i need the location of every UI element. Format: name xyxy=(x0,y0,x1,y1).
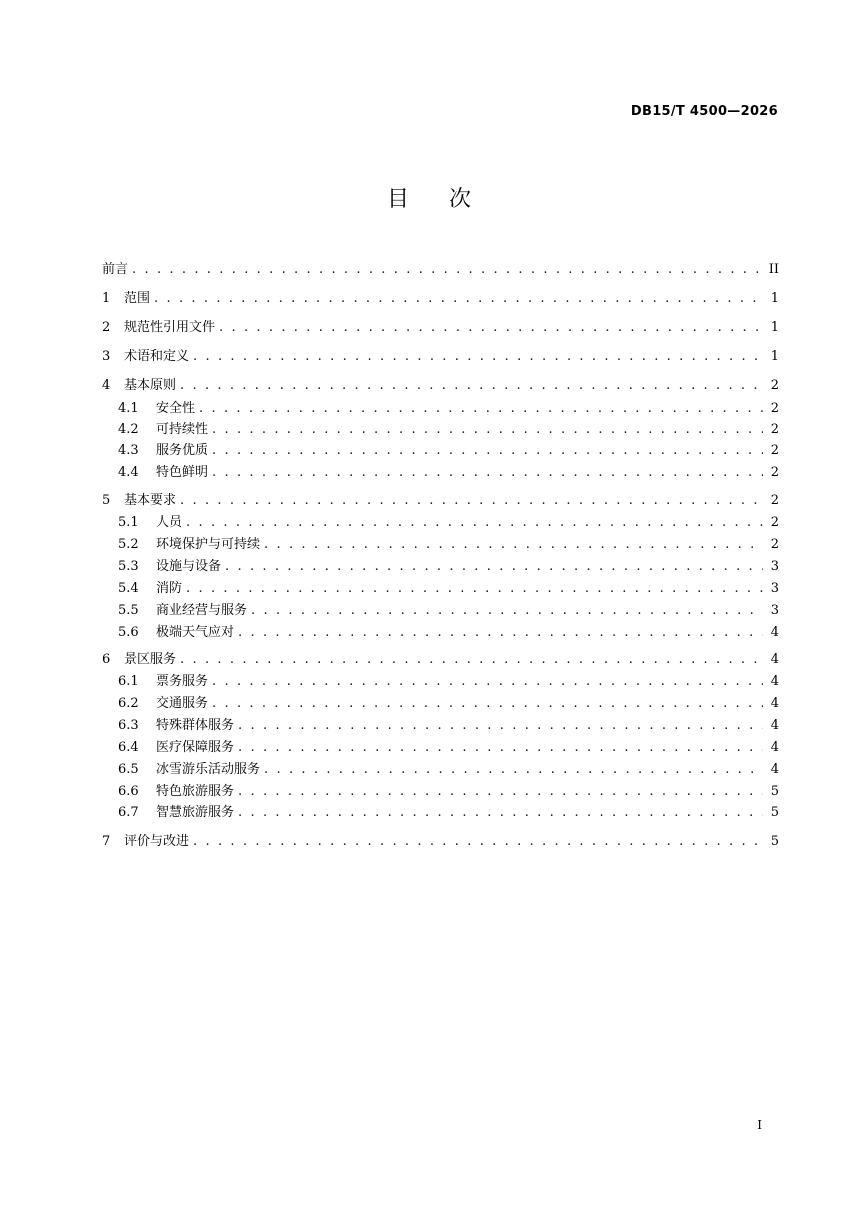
toc-entry-3[interactable] xyxy=(102,347,779,367)
toc-label: 术语和定义 xyxy=(124,349,190,364)
toc-label: 交通服务 xyxy=(156,696,209,711)
toc-leader xyxy=(186,579,763,599)
toc-number: 4.3 xyxy=(118,443,139,458)
toc-leader xyxy=(238,738,763,758)
toc-entry-foreword[interactable] xyxy=(102,260,779,280)
toc-label: 范围 xyxy=(124,291,151,306)
toc-number: 5.3 xyxy=(118,559,139,574)
toc-entry-5-2[interactable] xyxy=(118,535,779,555)
toc-entry-6-5[interactable] xyxy=(118,760,779,780)
toc-label: 景区服务 xyxy=(124,652,177,667)
toc-leader xyxy=(212,694,763,714)
toc-number: 6 xyxy=(102,652,111,667)
toc-entry-6-6[interactable] xyxy=(118,782,779,802)
toc-label: 基本原则 xyxy=(124,378,177,393)
toc-entry-5-3[interactable] xyxy=(118,557,779,577)
toc-entry-4-4[interactable] xyxy=(118,463,779,483)
toc-number: 4 xyxy=(102,378,111,393)
toc-number: 5.2 xyxy=(118,537,139,552)
toc-page: 4 xyxy=(770,762,779,777)
toc-page: 2 xyxy=(770,422,779,437)
toc-page: 5 xyxy=(770,805,779,820)
toc-page: 2 xyxy=(770,493,779,508)
toc-label: 安全性 xyxy=(156,401,196,416)
toc-number: 4.4 xyxy=(118,465,139,480)
toc-label: 环境保护与可持续 xyxy=(156,537,261,552)
toc-page: 4 xyxy=(770,718,779,733)
toc-leader xyxy=(238,623,763,643)
toc-page: 2 xyxy=(770,515,779,530)
toc-label: 前言 xyxy=(102,262,129,277)
toc-label: 特色鲜明 xyxy=(156,465,209,480)
toc-label: 基本要求 xyxy=(124,493,177,508)
toc-leader xyxy=(212,672,763,692)
toc-entry-4-2[interactable] xyxy=(118,420,779,440)
toc-page: 4 xyxy=(770,674,779,689)
toc-entry-5-5[interactable] xyxy=(118,601,779,621)
toc-leader xyxy=(180,650,763,670)
toc-number: 5 xyxy=(102,493,111,508)
toc-number: 5.5 xyxy=(118,603,139,618)
toc-page: 5 xyxy=(770,834,779,849)
toc-leader xyxy=(132,260,763,280)
toc-number: 2 xyxy=(102,320,111,335)
toc-number: 6.5 xyxy=(118,762,139,777)
toc-number: 6.4 xyxy=(118,740,139,755)
toc-entry-4[interactable] xyxy=(102,376,779,396)
toc-number: 4.2 xyxy=(118,422,139,437)
toc-leader xyxy=(219,318,763,338)
toc-leader xyxy=(212,463,763,483)
toc-label: 规范性引用文件 xyxy=(124,320,216,335)
toc-leader xyxy=(180,491,763,511)
toc-leader xyxy=(180,376,763,396)
toc-number: 3 xyxy=(102,349,111,364)
toc-leader xyxy=(264,760,763,780)
toc-number: 5.1 xyxy=(118,515,139,530)
toc-page: 1 xyxy=(770,320,779,335)
toc-number: 7 xyxy=(102,834,111,849)
toc-label: 可持续性 xyxy=(156,422,209,437)
toc-page: II xyxy=(768,262,779,277)
toc-label: 票务服务 xyxy=(156,674,209,689)
toc-label: 服务优质 xyxy=(156,443,209,458)
toc-page: 1 xyxy=(770,291,779,306)
toc-entry-6-1[interactable] xyxy=(118,672,779,692)
toc-page: 5 xyxy=(770,784,779,799)
page-number: I xyxy=(757,1118,762,1132)
toc-leader xyxy=(225,557,763,577)
toc-number: 5.4 xyxy=(118,581,139,596)
toc-label: 特殊群体服务 xyxy=(156,718,235,733)
toc-leader xyxy=(238,716,763,736)
toc-leader xyxy=(186,513,763,533)
toc-entry-4-1[interactable] xyxy=(118,399,779,419)
toc-entry-6-2[interactable] xyxy=(118,694,779,714)
toc-number: 6.2 xyxy=(118,696,139,711)
toc-page: 2 xyxy=(770,537,779,552)
toc-number: 1 xyxy=(102,291,111,306)
toc-entry-6-3[interactable] xyxy=(118,716,779,736)
toc-label: 特色旅游服务 xyxy=(156,784,235,799)
toc-leader xyxy=(154,289,763,309)
toc-leader xyxy=(199,399,763,419)
toc-page: 2 xyxy=(770,378,779,393)
toc-page: 3 xyxy=(770,559,779,574)
toc-label: 设施与设备 xyxy=(156,559,222,574)
toc-label: 智慧旅游服务 xyxy=(156,805,235,820)
toc-label: 极端天气应对 xyxy=(156,625,235,640)
toc-entry-5-4[interactable] xyxy=(118,579,779,599)
toc-page: 4 xyxy=(770,652,779,667)
page-title xyxy=(0,182,860,213)
toc-page: 2 xyxy=(770,401,779,416)
toc-leader xyxy=(238,782,763,802)
toc-page: 2 xyxy=(770,465,779,480)
toc-label: 消防 xyxy=(156,581,183,596)
toc-label: 冰雪游乐活动服务 xyxy=(156,762,261,777)
document-code: DB15/T 4500—2026 xyxy=(630,104,778,119)
toc-number: 5.6 xyxy=(118,625,139,640)
toc-leader xyxy=(238,803,763,823)
toc-number: 6.3 xyxy=(118,718,139,733)
toc-page: 2 xyxy=(770,443,779,458)
toc-entry-6[interactable] xyxy=(102,650,779,670)
toc-entry-4-3[interactable] xyxy=(118,441,779,461)
toc-label: 商业经营与服务 xyxy=(156,603,248,618)
toc-number: 6.6 xyxy=(118,784,139,799)
toc-page: 3 xyxy=(770,581,779,596)
toc-label: 评价与改进 xyxy=(124,834,190,849)
toc-leader xyxy=(251,601,763,621)
toc-label: 医疗保障服务 xyxy=(156,740,235,755)
toc-entry-5-1[interactable] xyxy=(118,513,779,533)
toc-leader xyxy=(193,832,763,852)
title-char-2: 次 xyxy=(449,187,474,212)
toc-entry-1[interactable] xyxy=(102,289,779,309)
toc-page: 1 xyxy=(770,349,779,364)
toc-entry-2[interactable] xyxy=(102,318,779,338)
toc-leader xyxy=(212,441,763,461)
toc-entry-6-4[interactable] xyxy=(118,738,779,758)
toc-entry-7[interactable] xyxy=(102,832,779,852)
toc-number: 4.1 xyxy=(118,401,139,416)
toc-page: 4 xyxy=(770,740,779,755)
toc-leader xyxy=(193,347,763,367)
toc-entry-5[interactable] xyxy=(102,491,779,511)
title-char-1: 目 xyxy=(386,187,411,212)
toc-entry-6-7[interactable] xyxy=(118,803,779,823)
toc-number: 6.7 xyxy=(118,805,139,820)
toc-page: 4 xyxy=(770,696,779,711)
toc-leader xyxy=(212,420,763,440)
toc-number: 6.1 xyxy=(118,674,139,689)
toc-leader xyxy=(264,535,763,555)
toc-page: 4 xyxy=(770,625,779,640)
toc-label: 人员 xyxy=(156,515,183,530)
toc-entry-5-6[interactable] xyxy=(118,623,779,643)
toc-page: 3 xyxy=(770,603,779,618)
